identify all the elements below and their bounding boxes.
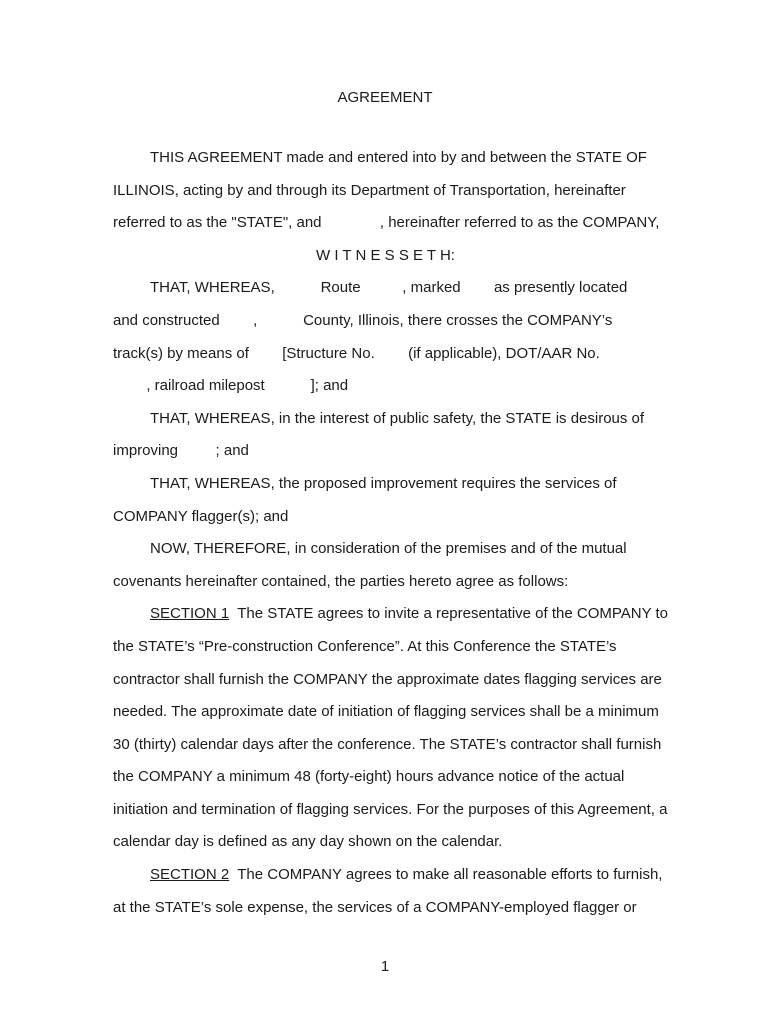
doc-line: initiation and termination of flagging services. For the purposes of this Agreement, a [113,800,668,818]
document-body [113,142,669,924]
doc-line: the COMPANY a minimum 48 (forty-eight) hours advance notice of the actual [113,768,625,786]
doc-line: , railroad milepost ]; and [113,377,349,395]
doc-line: THIS AGREEMENT made and entered into by and between the STATE OF [150,149,647,166]
section-2-heading: SECTION 2 [150,866,230,884]
doc-line: COMPANY flagger(s); and [113,507,289,525]
section-2-text: The COMPANY agrees to make all reasonable efforts to furnish, [229,866,663,884]
section-1-heading: SECTION 1 [150,605,230,623]
section-2-line [113,859,663,892]
doc-line: needed. The approximate date of initiation of flagging services shall be a minimum [113,703,659,721]
doc-line: track(s) by means of [Structure No. (if applicable), DOT/AAR No. [113,344,600,362]
doc-line: 30 (thirty) calendar days after the conference. The STATE’s contractor shall furnish [113,735,662,753]
section-1-text: The STATE agrees to invite a representative of the COMPANY to [229,605,669,623]
doc-line: NOW, THEREFORE, in consideration of the premises and of the mutual [150,540,627,558]
doc-line: and constructed , County, Illinois, there crosses the COMPANY’s [113,311,613,329]
doc-line: at the STATE’s sole expense, the services of a COMPANY-employed flagger or [113,898,637,916]
witnesseth-heading: W I T N E S S E T H: [316,246,455,264]
doc-line: contractor shall furnish the COMPANY the approximate dates flagging services are [113,670,662,688]
doc-line: improving ; and [113,442,249,460]
page-number: 1 [380,958,390,975]
doc-line: calendar day is defined as any day shown on the calendar. [113,833,503,851]
doc-line: THAT, WHEREAS, Route , marked as presently located [150,279,628,297]
doc-line: THAT, WHEREAS, the proposed improvement requires the services of [150,474,617,492]
doc-line: the STATE’s “Pre-construction Conference”. At this Conference the STATE’s [113,637,617,655]
doc-line: ILLINOIS, acting by and through its Department of Transportation, hereinafter [113,181,626,199]
page-title: AGREEMENT [337,89,433,106]
doc-line: covenants hereinafter contained, the parties hereto agree as follows: [113,572,569,590]
section-1-line [113,598,669,631]
doc-line: THAT, WHEREAS, in the interest of public safety, the STATE is desirous of [150,409,645,427]
doc-line: referred to as the "STATE", and , hereinafter referred to as the COMPANY, [113,214,660,232]
